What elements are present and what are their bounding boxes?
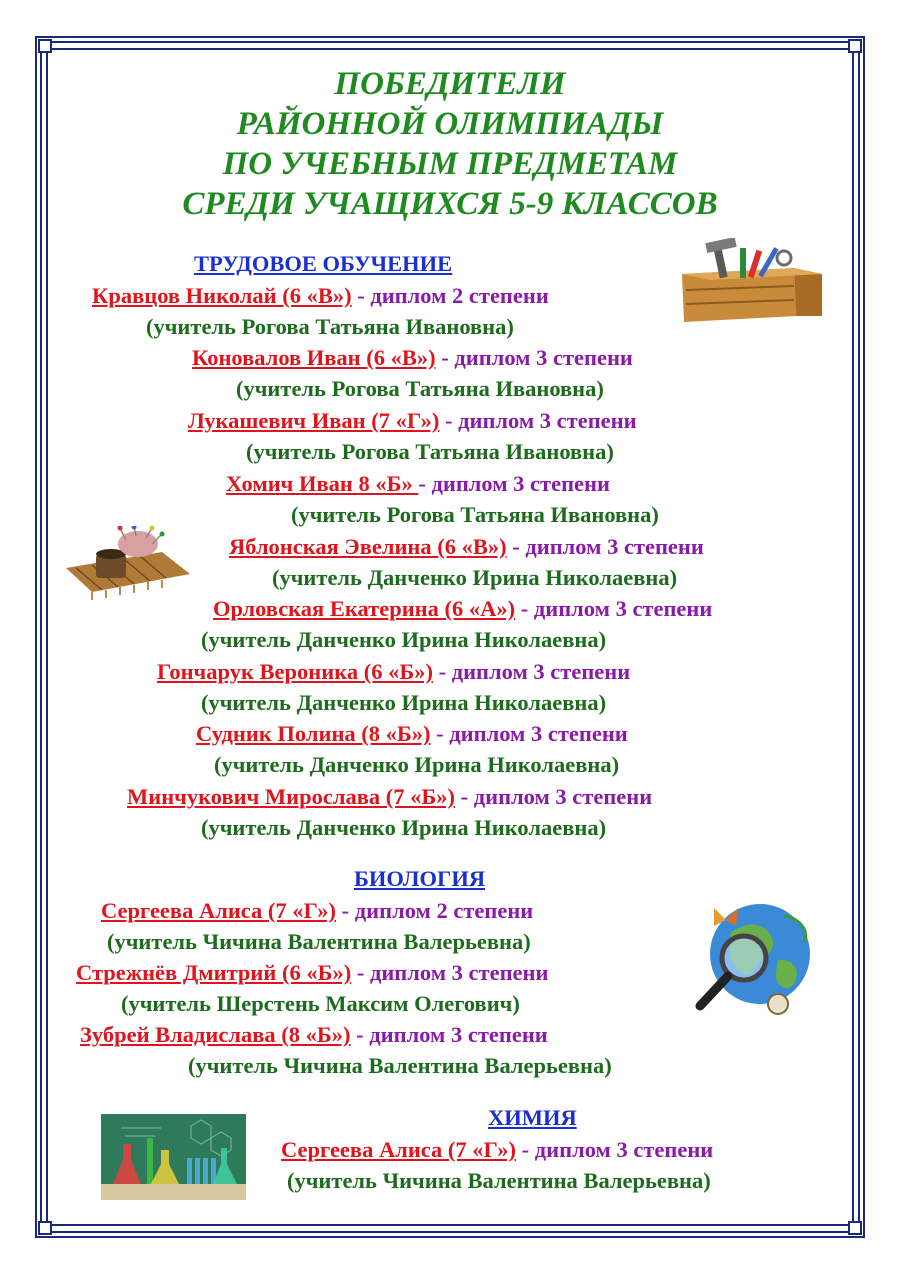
award-text: - диплом 3 степени	[516, 1137, 714, 1162]
award-text: - диплом 3 степени	[515, 596, 713, 621]
frame-corner	[38, 1221, 52, 1235]
teacher-line: (учитель Рогова Татьяна Ивановна)	[146, 314, 514, 339]
winner-line	[76, 958, 548, 988]
award-text: - диплом 3 степени	[430, 721, 628, 746]
award-text: - диплом 3 степени	[432, 659, 631, 684]
winner-line	[213, 594, 712, 624]
winner-line	[281, 1135, 713, 1165]
frame-corner	[848, 1221, 862, 1235]
winner-name: Яблонская Эвелина (6 «В»)	[229, 534, 507, 559]
winner-name: Судник Полина (8 «Б»)	[196, 721, 431, 746]
title-line: ПО УЧЕБНЫМ ПРЕДМЕТАМ	[222, 146, 678, 182]
section-heading-labor: ТРУДОВОЕ ОБУЧЕНИЕ	[194, 251, 453, 276]
teacher-line: (учитель Шерстень Максим Олегович)	[121, 991, 520, 1016]
award-text: - диплом 3 степени	[454, 784, 653, 809]
teacher-line: (учитель Чичина Валентина Валерьевна)	[107, 929, 531, 954]
winner-line	[101, 896, 533, 926]
chemistry-flasks-image	[101, 1114, 246, 1200]
teacher-line: (учитель Чичина Валентина Валерьевна)	[188, 1053, 612, 1078]
winner-name: Стрежнёв Дмитрий (6 «Б»)	[76, 960, 352, 985]
winner-name: Сергеева Алиса (7 «Г»)	[101, 898, 337, 923]
winner-line	[192, 343, 633, 373]
award-text: - диплом 2 степени	[336, 898, 534, 923]
winner-line	[188, 406, 637, 436]
section-heading-chemistry: ХИМИЯ	[488, 1105, 577, 1130]
award-text: - диплом 3 степени	[506, 534, 704, 559]
winner-name: Орловская Екатерина (6 «А»)	[213, 596, 516, 621]
teacher-line: (учитель Данченко Ирина Николаевна)	[201, 690, 607, 715]
winner-name: Зубрей Владислава (8 «Б»)	[80, 1022, 351, 1047]
winner-line	[226, 469, 610, 499]
title-line: РАЙОННОЙ ОЛИМПИАДЫ	[236, 106, 664, 142]
teacher-line: (учитель Рогова Татьяна Ивановна)	[291, 502, 659, 527]
winner-line	[80, 1020, 548, 1050]
winner-line	[196, 719, 628, 749]
teacher-line: (учитель Данченко Ирина Николаевна)	[272, 565, 678, 590]
winner-name: Сергеева Алиса (7 «Г»)	[281, 1137, 517, 1162]
award-text: - диплом 3 степени	[439, 408, 637, 433]
winner-name: Лукашевич Иван (7 «Г»)	[188, 408, 440, 433]
frame-corner	[38, 39, 52, 53]
teacher-line: (учитель Чичина Валентина Валерьевна)	[287, 1168, 711, 1193]
winner-line	[92, 281, 549, 311]
winner-name: Гончарук Вероника (6 «Б»)	[157, 659, 433, 684]
teacher-line: (учитель Данченко Ирина Николаевна)	[201, 627, 607, 652]
toolbox-image	[676, 238, 826, 324]
winner-name: Коновалов Иван (6 «В»)	[192, 345, 436, 370]
winner-name: Минчукович Мирослава (7 «Б»)	[127, 784, 455, 809]
winner-line	[127, 782, 652, 812]
teacher-line: (учитель Рогова Татьяна Ивановна)	[236, 376, 604, 401]
award-text: - диплом 3 степени	[351, 960, 549, 985]
award-text: - диплом 3 степени	[435, 345, 633, 370]
teacher-line: (учитель Данченко Ирина Николаевна)	[214, 752, 620, 777]
award-text: - диплом 2 степени	[351, 283, 549, 308]
award-text: - диплом 3 степени	[418, 471, 610, 496]
teacher-line: (учитель Рогова Татьяна Ивановна)	[246, 439, 614, 464]
page-title	[0, 64, 900, 224]
globe-magnifier-image	[674, 898, 822, 1024]
sewing-image	[62, 526, 194, 604]
title-line: ПОБЕДИТЕЛИ	[334, 66, 566, 102]
frame-corner	[848, 39, 862, 53]
winner-name: Хомич Иван 8 «Б»	[226, 471, 419, 496]
section-heading-biology: БИОЛОГИЯ	[354, 866, 486, 891]
teacher-line: (учитель Данченко Ирина Николаевна)	[201, 815, 607, 840]
winner-line	[157, 657, 630, 687]
winner-line	[229, 532, 704, 562]
winner-name: Кравцов Николай (6 «В»)	[92, 283, 352, 308]
title-line: СРЕДИ УЧАЩИХСЯ 5-9 КЛАССОВ	[182, 186, 718, 222]
award-text: - диплом 3 степени	[350, 1022, 548, 1047]
